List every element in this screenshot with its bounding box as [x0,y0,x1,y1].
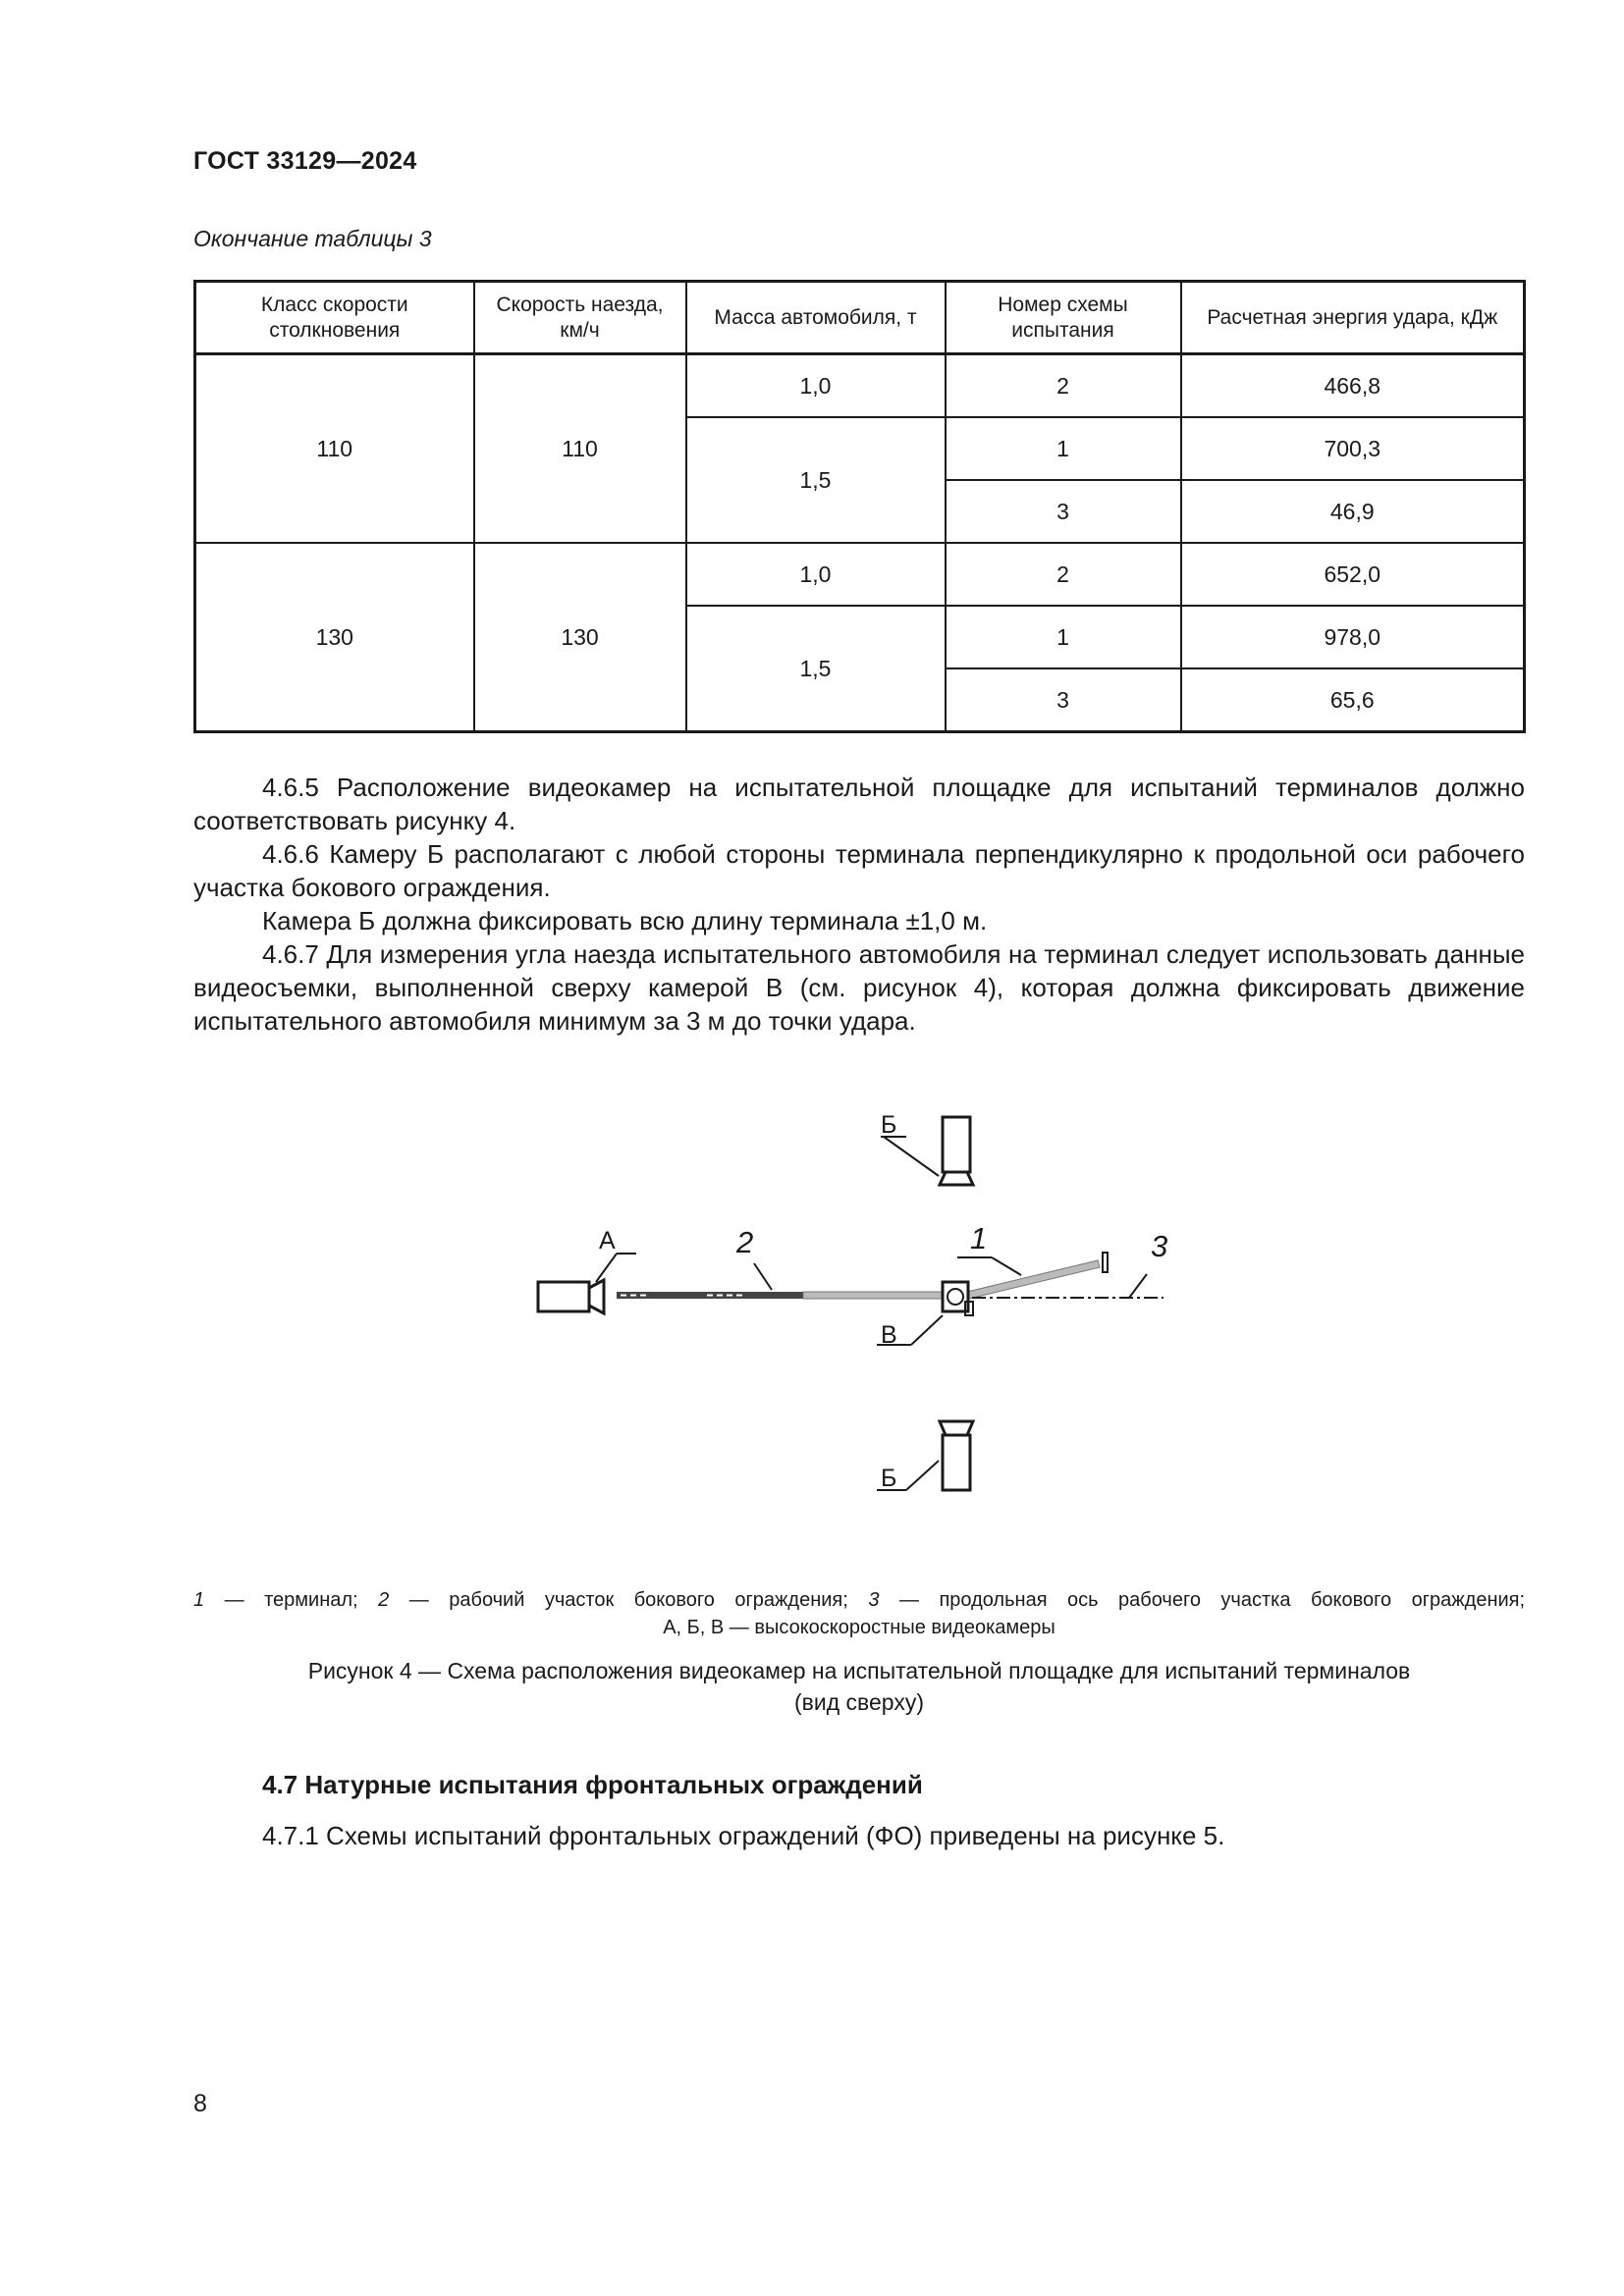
cell-mass: 1,0 [686,354,946,418]
paragraph-4-6-6-b: Камера Б должна фиксировать всю длину терминала ±1,0 м. [262,906,988,935]
section-heading-4-7: 4.7 Натурные испытания фронтальных ограждений [262,1770,923,1799]
cell-speed: 130 [474,543,686,732]
cell-scheme: 2 [946,543,1181,606]
document-code: ГОСТ 33129—2024 [193,147,417,175]
header-scheme-number: Номер схемы испытания [946,282,1181,354]
paragraph-4-6-5: 4.6.5 Расположение видеокамер на испытательной площадке для испытаний терминалов должно соответствовать рисунку 4. [193,773,1525,835]
label-num-1: 1 [970,1221,988,1255]
leader-line-v [911,1315,943,1345]
camera-a-icon [538,1280,604,1313]
leader-line-3 [1129,1274,1147,1298]
legend-text-3: — продольная ось рабочего участка бокового ограждения; [898,1589,1526,1611]
table-row [195,354,1525,418]
header-vehicle-mass: Масса автомобиля, т [686,282,946,354]
cell-scheme: 1 [946,606,1181,668]
energy-table [193,280,1526,733]
figure-4-camera-layout [0,1060,1624,1571]
leader-line-b-bottom [906,1461,939,1490]
cell-energy: 700,3 [1181,417,1525,480]
cell-scheme: 3 [946,668,1181,732]
figure-title [193,1655,1525,1718]
label-num-3: 3 [1151,1229,1168,1263]
cell-scheme: 2 [946,354,1181,418]
camera-b-bottom-icon [940,1421,973,1490]
cell-speed-class: 110 [195,354,474,544]
figure-legend [193,1586,1525,1641]
cell-speed: 110 [474,354,686,544]
leader-line-2 [754,1263,772,1290]
table-row [195,543,1525,606]
cell-speed-class: 130 [195,543,474,732]
label-num-2: 2 [736,1225,754,1259]
table-caption: Окончание таблицы 3 [193,226,432,251]
label-camera-a: А [599,1227,616,1255]
figure-title-line-2: (вид сверху) [794,1689,924,1715]
camera-layout-diagram [0,1060,1624,1571]
label-camera-v: В [881,1321,897,1349]
cell-energy: 466,8 [1181,354,1525,418]
legend-text-2: — рабочий участок бокового ограждения; [408,1589,848,1611]
header-speed-class: Класс скорости столкновения [195,282,474,354]
legend-line-1 [193,1586,1525,1614]
paragraph-4-7-1: 4.7.1 Схемы испытаний фронтальных ограждений (ФО) приведены на рисунке 5. [262,1821,1225,1850]
camera-v-icon [943,1282,973,1315]
cell-energy: 652,0 [1181,543,1525,606]
legend-line-2: А, Б, В — высокоскоростные видеокамеры [663,1617,1056,1638]
leader-line-1 [992,1257,1021,1275]
cell-energy: 46,9 [1181,480,1525,543]
cell-energy: 978,0 [1181,606,1525,668]
legend-key-2: 2 [378,1589,390,1611]
table-header-row [195,282,1525,354]
legend-text-1: — терминал; [224,1589,358,1611]
guardrail-working-section [617,1292,803,1299]
label-camera-b-bottom: Б [881,1465,897,1492]
paragraph-4-6-6: 4.6.6 Камеру Б располагают с любой стороны терминала перпендикулярно к продольной оси рабочего участка бокового ограждения. [193,839,1525,902]
header-impact-energy: Расчетная энергия удара, кДж [1181,282,1525,354]
paragraph-4-6-7: 4.6.7 Для измерения угла наезда испытательного автомобиля на терминал следует использовать данные видеосъемки, выполненной сверху камерой В (см. рисунок 4), которая должна фиксировать движение испытательного автомобиля минимум за 3 м до точки удара. [193,939,1525,1036]
body-paragraphs [193,771,1525,1038]
cell-mass: 1,5 [686,606,946,732]
cell-energy: 65,6 [1181,668,1525,732]
figure-title-line-1: Рисунок 4 — Схема расположения видеокамер на испытательной площадке для испытаний терминалов [307,1658,1411,1683]
leader-line-b-top [884,1137,939,1176]
cell-scheme: 3 [946,480,1181,543]
page-number: 8 [193,2090,207,2117]
legend-key-3: 3 [868,1589,880,1611]
header-impact-speed: Скорость наезда, км/ч [474,282,686,354]
legend-key-1: 1 [193,1589,205,1611]
cell-mass: 1,5 [686,417,946,543]
cell-scheme: 1 [946,417,1181,480]
cell-mass: 1,0 [686,543,946,606]
camera-b-top-icon [940,1117,973,1185]
leader-line-a [596,1254,617,1282]
label-camera-b-top: Б [881,1111,897,1139]
